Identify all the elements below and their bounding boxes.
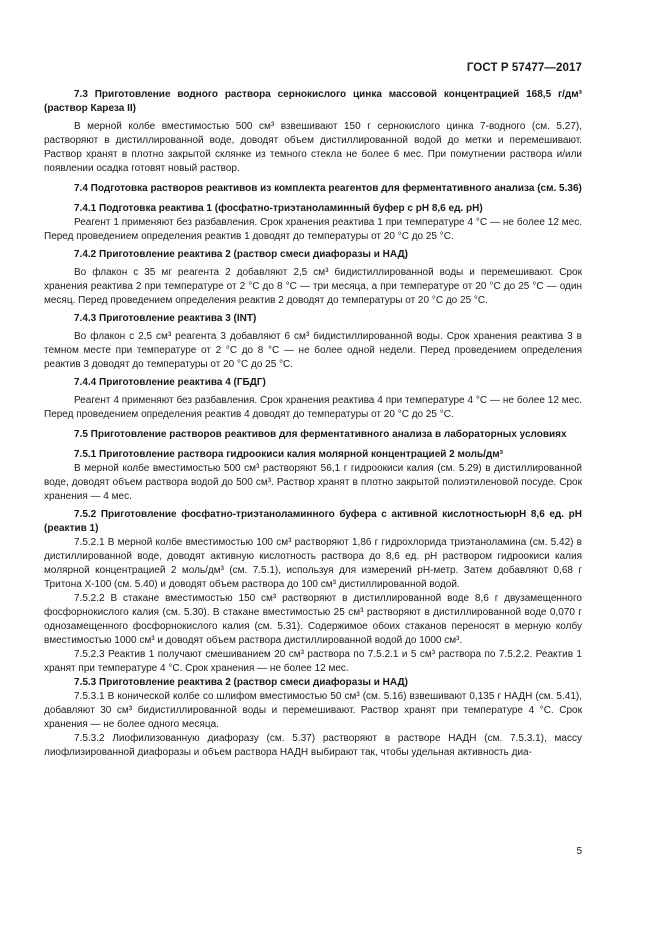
section-7-4-3-text: Во флакон с 2,5 см³ реагента 3 добавляют 6 см³ бидистиллированной воды. Срок хранения реактива 3 в темном месте при температуре от 2 °С до 8 °С — не более одной недели. Перед проведением определения реактив 3 доводят до температуры от 20 °С до 25 °С. [44, 331, 582, 370]
section-7-5-2-2-text: 7.5.2.2 В стакане вместимостью 150 см³ растворяют в дистиллированной воде 8,6 г двузамещенного фосфорнокислого калия (см. 5.30). В стакане вместимостью 25 см³ растворяют в дистиллированной воде 0,070 г однозамещенного фосфорнокислого калия (см. 5.31). Содержимое обоих стаканов переносят в мерную колбу вместимостью 1000 см³ и доводят объем раствора дистиллированной водой до 1000 см³. [44, 593, 582, 646]
section-7-5-1-text: В мерной колбе вместимостью 500 см³ растворяют 56,1 г гидроокиси калия (см. 5.29) в дистиллированной воде, доводят объем раствора водой до 500 см³. Раствор хранят в плотно закрытой полиэтиленовой посуде. Срок хранения — 4 мес. [44, 463, 582, 502]
section-7-4-4-text: Реагент 4 применяют без разбавления. Срок хранения реактива 4 при температуре 4 °С — не более 12 мес. Перед проведением определения реактив 4 доводят до температуры от 20 °С до 25 °С. [44, 395, 582, 420]
document-body [44, 88, 582, 760]
page-number: 5 [576, 846, 582, 857]
section-7-3-text: В мерной колбе вместимостью 500 см³ взвешивают 150 г сернокислого цинка 7-водного (см. 5.27), растворяют в дистиллированной воде, доводят объем дистиллированной водой до метки и перемешивают. Раствор хранят в плотно закрытой склянке из темного стекла не более 6 мес. При помутнении раствора и/или появлении осадка готовят новый раствор. [44, 121, 582, 174]
section-7-5-1-title: 7.5.1 Приготовление раствора гидроокиси калия молярной концентрацией 2 моль/дм³ [74, 449, 503, 460]
section-7-5-3-2-text: 7.5.3.2 Лиофилизованную диафоразу (см. 5.37) растворяют в растворе НАДН (см. 7.5.3.1), массу лиофлизированной диафоразы и объем раствора НАДН выбирают так, чтобы удельная активность диа- [44, 733, 582, 758]
section-7-4-3-title: 7.4.3 Приготовление реактива 3 (INT) [74, 313, 257, 324]
section-7-5-2-1-text: 7.5.2.1 В мерной колбе вместимостью 100 см³ растворяют 1,86 г гидрохлорида триэтаноламина (см. 5.42) в дистиллированной воде, доводят активную кислотность раствора до 8,6 ед. рН раствором гидроокиси калия молярной концентрацией 2 моль/дм³ (см. 7.5.1), используя для измерений рН-метр. Затем добавляют 0,68 г Тритона Х-100 (см. 5.40) и доводят объем раствора до 100 см³ дистиллированной водой. [44, 537, 582, 590]
section-7-4-2-title: 7.4.2 Приготовление реактива 2 (раствор смеси диафоразы и НАД) [74, 249, 408, 260]
section-7-5-title: 7.5 Приготовление растворов реактивов для ферментативного анализа в лабораторных условиях [74, 429, 567, 440]
section-7-4-4-title: 7.4.4 Приготовление реактива 4 (ГБДГ) [74, 377, 266, 388]
section-7-4-title: 7.4 Подготовка растворов реактивов из комплекта реагентов для ферментативного анализа (см. 5.36) [74, 183, 582, 194]
section-7-4-2-text: Во флакон с 35 мг реагента 2 добавляют 2,5 см³ бидистиллированной воды и перемешивают. Срок хранения реактива 2 при температуре от 2 °С до 8 °С — три месяца, а при температуре от 20 °С до 25 °С — один месяц. Перед проведением определения реактив 2 доводят до температуры от 20 °С до 25 °С. [44, 267, 582, 306]
document-header: ГОСТ Р 57477—2017 [466, 62, 582, 74]
section-7-5-2-3-text: 7.5.2.3 Реактив 1 получают смешиванием 20 см³ раствора по 7.5.2.1 и 5 см³ раствора по 7.5.2.2. Реактив 1 хранят при температуре 4 °С. Срок хранения — не более 12 мес. [44, 649, 582, 674]
section-7-5-3-1-text: 7.5.3.1 В конической колбе со шлифом вместимостью 50 см³ (см. 5.16) взвешивают 0,135 г НАДН (см. 5.41), добавляют 30 см³ бидистиллированной воды и перемешивают. Раствор хранят при температуре 4 °С. Срок хранения — не более одного месяца. [44, 691, 582, 730]
section-7-4-1-text: Реагент 1 применяют без разбавления. Срок хранения реактива 1 при температуре 4 °С — не более 12 мес. Перед проведением определения реактив 1 доводят до температуры от 20 °С до 25 °С. [44, 217, 582, 242]
section-7-5-3-title: 7.5.3 Приготовление реактива 2 (раствор смеси диафоразы и НАД) [74, 677, 408, 688]
section-7-4-1-title: 7.4.1 Подготовка реактива 1 (фосфатно-триэтаноламинный буфер с рН 8,6 ед. рН) [74, 203, 483, 214]
section-7-3-title: 7.3 Приготовление водного раствора сернокислого цинка массовой концентрацией 168,5 г/дм³ (раствор Кареза II) [44, 89, 582, 114]
section-7-5-2-title: 7.5.2 Приготовление фосфатно-триэтаноламинного буфера с активной кислотностьюрН 8,6 ед. рН (реактив 1) [44, 509, 582, 534]
